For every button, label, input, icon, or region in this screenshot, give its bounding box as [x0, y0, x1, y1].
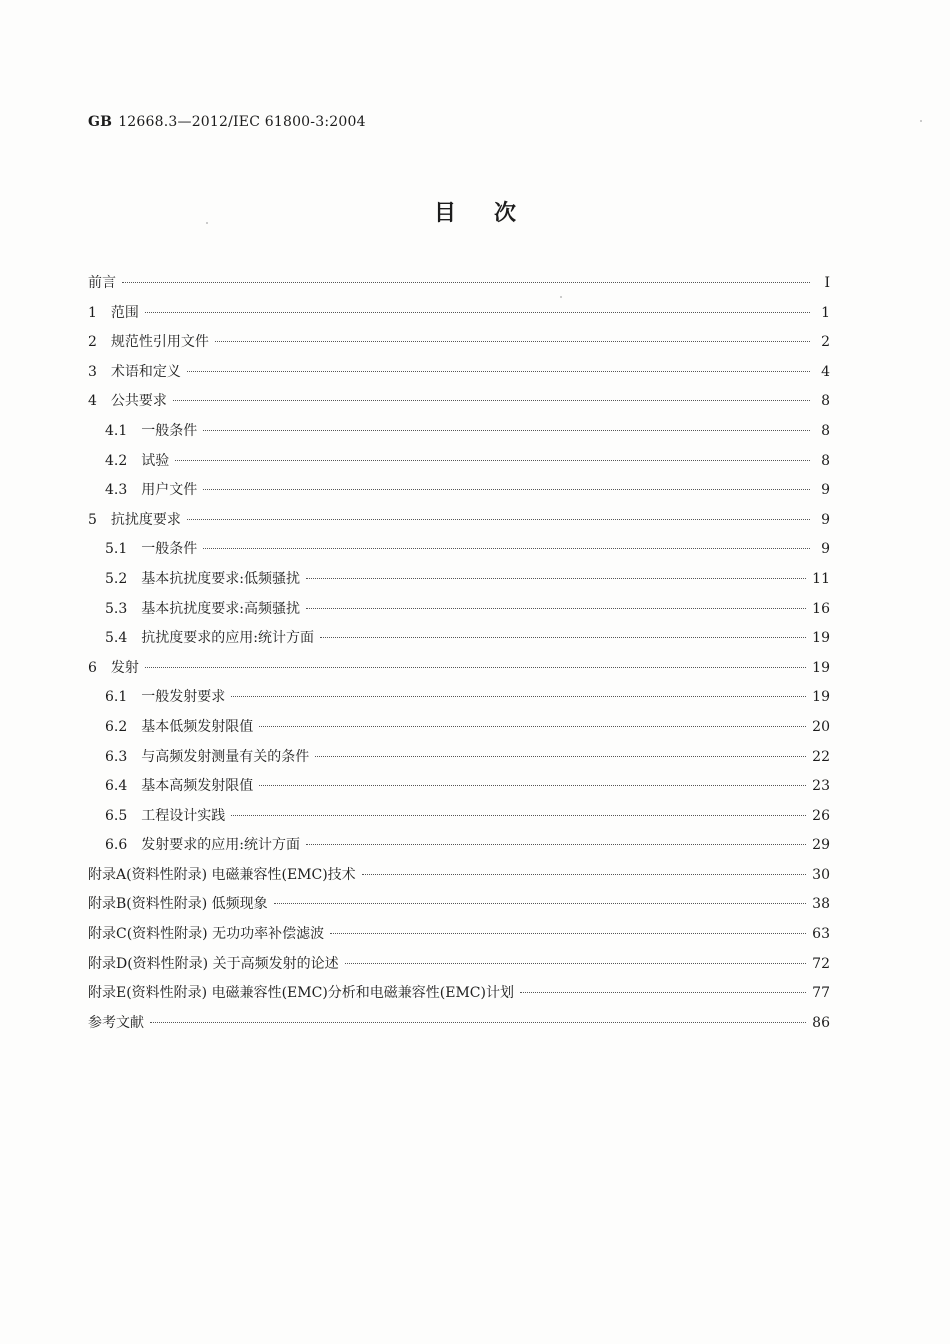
dot-leader [187, 371, 810, 372]
toc-entry[interactable] [88, 361, 830, 391]
toc-entry-page-number: 4 [821, 363, 830, 380]
dot-leader [259, 785, 806, 786]
toc-entry[interactable] [88, 598, 830, 628]
toc-entry-page-number: 1 [821, 304, 830, 321]
standard-number: 12668.3—2012/IEC 61800-3:2004 [118, 114, 366, 130]
toc-entry-page-number: 19 [812, 689, 830, 706]
dot-leader [315, 756, 806, 757]
dot-leader [150, 1022, 806, 1023]
toc-entry-page-number: 22 [812, 748, 830, 765]
toc-entry[interactable] [88, 834, 830, 864]
dot-leader [203, 548, 810, 549]
dot-leader [145, 667, 806, 668]
toc-entry-label: 附录E(资料性附录) 电磁兼容性(EMC)分析和电磁兼容性(EMC)计划 [88, 985, 514, 1002]
toc-entry-page-number: 2 [821, 334, 830, 351]
scan-speck [206, 222, 208, 224]
toc-entry-page-number: 8 [821, 452, 830, 469]
toc-entry[interactable] [88, 805, 830, 835]
toc-entry-page-number: 38 [812, 896, 830, 913]
scan-speck [920, 120, 922, 122]
toc-entry-page-number: 11 [812, 570, 830, 587]
toc-entry[interactable] [88, 686, 830, 716]
toc-entry[interactable] [88, 538, 830, 568]
toc-entry-number: 4.2 [105, 452, 128, 469]
toc-entry-label: 基本抗扰度要求:高频骚扰 [141, 600, 300, 617]
toc-entry[interactable] [88, 982, 830, 1012]
toc-entry-label: 附录A(资料性附录) 电磁兼容性(EMC)技术 [88, 866, 356, 883]
toc-entry-page-number: 77 [812, 985, 830, 1002]
toc-entry-label: 公共要求 [110, 393, 167, 410]
standard-header [88, 114, 366, 130]
toc-entry-number: 6.2 [105, 718, 128, 735]
toc-entry[interactable] [88, 509, 830, 539]
toc-entry[interactable] [88, 953, 830, 983]
toc-entry-number: 5.3 [105, 600, 128, 617]
toc-entry-page-number: 86 [812, 1014, 830, 1031]
dot-leader [231, 815, 806, 816]
dot-leader [259, 726, 806, 727]
toc-entry-number: 6.4 [105, 778, 128, 795]
toc-title: 目次 [433, 200, 554, 226]
dot-leader [173, 400, 810, 401]
toc-entry-label: 范围 [110, 304, 139, 321]
toc-entry-label: 参考文献 [88, 1014, 144, 1031]
toc-entry[interactable] [88, 864, 830, 894]
toc-entry-label: 与高频发射测量有关的条件 [141, 748, 310, 765]
toc-entry-number: 4.3 [105, 482, 128, 499]
toc-entry-number: 5.4 [105, 630, 128, 647]
dot-leader [187, 519, 810, 520]
toc-entry-label: 基本抗扰度要求:低频骚扰 [141, 570, 300, 587]
toc-entry-page-number: 29 [812, 837, 830, 854]
toc-entry[interactable] [88, 746, 830, 776]
toc-entry[interactable] [88, 479, 830, 509]
toc-entry-number: 6.5 [105, 807, 128, 824]
dot-leader [306, 578, 806, 579]
dot-leader [330, 933, 806, 934]
toc-entry-label: 规范性引用文件 [110, 334, 209, 351]
toc-entry-page-number: 23 [812, 778, 830, 795]
toc-entry-label: 前言 [88, 275, 116, 291]
dot-leader [306, 844, 806, 845]
toc-entry-label: 附录C(资料性附录) 无功功率补偿滤波 [88, 926, 325, 943]
toc-entry[interactable] [88, 893, 830, 923]
toc-entry[interactable] [88, 450, 830, 480]
toc-entry-label: 发射要求的应用:统计方面 [141, 837, 300, 854]
toc-entry-label: 一般条件 [141, 422, 198, 439]
toc-entry[interactable] [88, 775, 830, 805]
toc-entry-page-number: 9 [821, 511, 830, 528]
toc-entry-label: 抗扰度要求 [110, 511, 181, 528]
toc-entry-label: 附录D(资料性附录) 关于高频发射的论述 [88, 955, 339, 972]
toc-entry-label: 用户文件 [141, 482, 198, 499]
toc-entry-page-number: 63 [812, 926, 830, 943]
toc-entry-number: 5.1 [105, 541, 128, 558]
dot-leader [306, 608, 806, 609]
standard-prefix: GB [88, 114, 113, 130]
toc-entry[interactable] [88, 657, 830, 687]
toc-entry-number: 6.6 [105, 837, 128, 854]
dot-leader [320, 637, 806, 638]
toc-entry-number: 2 [88, 334, 97, 351]
toc-entry-number: 5.2 [105, 570, 128, 587]
dot-leader [274, 903, 807, 904]
dot-leader [345, 963, 807, 964]
toc-entry-number: 6.1 [105, 689, 128, 706]
toc-entry-number: 3 [88, 363, 97, 380]
dot-leader [175, 460, 810, 461]
toc-entry-label: 抗扰度要求的应用:统计方面 [141, 630, 314, 647]
toc-entry[interactable] [88, 716, 830, 746]
toc-entry[interactable] [88, 627, 830, 657]
dot-leader [362, 874, 806, 875]
toc-entry-page-number: 16 [812, 600, 830, 617]
toc-entry[interactable] [88, 390, 830, 420]
toc-entry-label: 附录B(资料性附录) 低频现象 [88, 896, 268, 913]
toc-entry-page-number: 72 [812, 955, 830, 972]
toc-entry[interactable] [88, 568, 830, 598]
toc-entry-label: 试验 [141, 452, 170, 469]
toc-entry[interactable] [88, 272, 830, 302]
dot-leader [215, 341, 810, 342]
toc-entry[interactable] [88, 331, 830, 361]
toc-entry[interactable] [88, 302, 830, 332]
toc-entry-label: 工程设计实践 [141, 807, 226, 824]
dot-leader [122, 282, 810, 283]
toc-entry-page-number: 20 [812, 718, 830, 735]
dot-leader [520, 992, 806, 993]
toc-entry-label: 一般发射要求 [141, 689, 226, 706]
toc-entry[interactable] [88, 923, 830, 953]
toc-entry[interactable] [88, 1012, 830, 1042]
toc-entry[interactable] [88, 420, 830, 450]
toc-entry-number: 4.1 [105, 422, 128, 439]
toc-entry-number: 4 [88, 393, 97, 410]
toc-entry-number: 6 [88, 659, 97, 676]
toc-entry-page-number: 30 [812, 866, 830, 883]
toc-entry-page-number: 19 [812, 630, 830, 647]
toc-entry-page-number: Ⅰ [824, 275, 830, 291]
table-of-contents [88, 272, 830, 1041]
toc-entry-page-number: 9 [821, 541, 830, 558]
toc-entry-label: 基本低频发射限值 [141, 718, 254, 735]
toc-entry-page-number: 8 [821, 393, 830, 410]
toc-entry-page-number: 9 [821, 482, 830, 499]
toc-entry-page-number: 26 [812, 807, 830, 824]
scan-speck [560, 296, 562, 298]
toc-entry-label: 一般条件 [141, 541, 198, 558]
toc-entry-label: 发射 [110, 659, 139, 676]
toc-entry-page-number: 8 [821, 422, 830, 439]
dot-leader [231, 696, 806, 697]
dot-leader [203, 489, 810, 490]
toc-entry-number: 1 [88, 304, 97, 321]
toc-entry-page-number: 19 [812, 659, 830, 676]
toc-entry-label: 术语和定义 [110, 363, 181, 380]
toc-entry-number: 5 [88, 511, 97, 528]
dot-leader [203, 430, 810, 431]
dot-leader [145, 312, 810, 313]
toc-entry-number: 6.3 [105, 748, 128, 765]
toc-entry-label: 基本高频发射限值 [141, 778, 254, 795]
